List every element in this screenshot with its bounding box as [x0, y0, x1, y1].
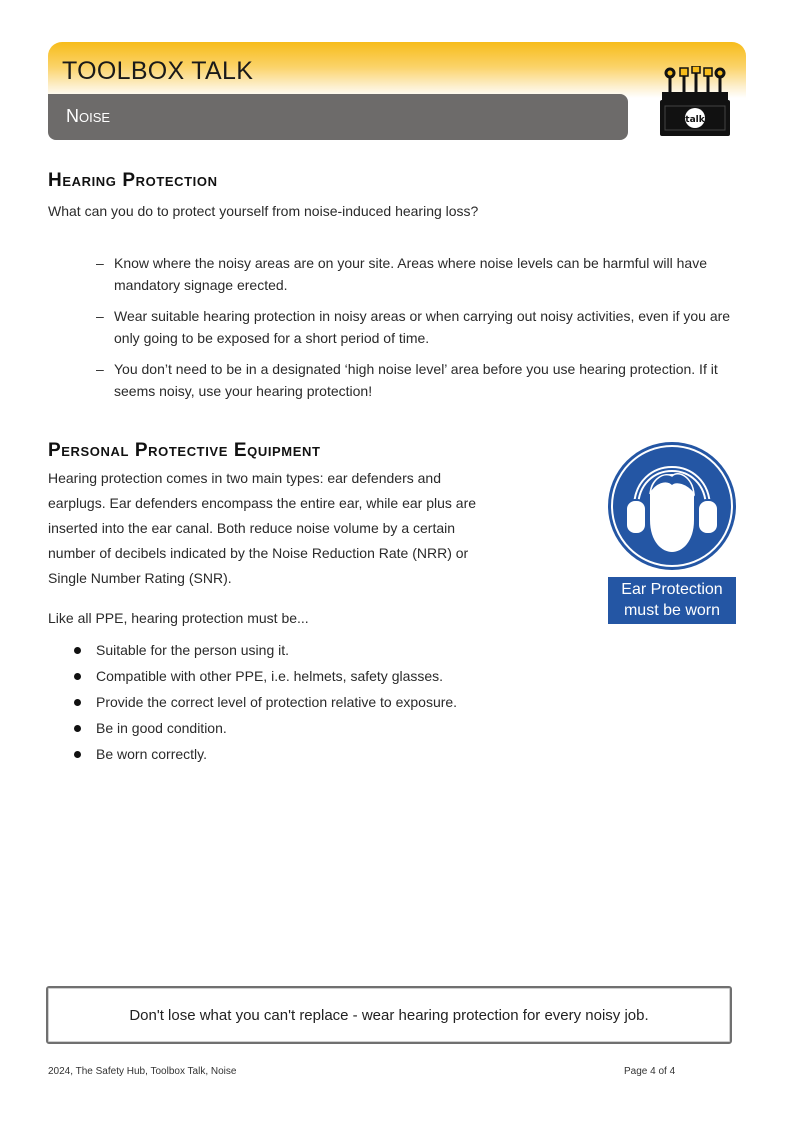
ppe-body-line: number of decibels indicated by the Noise Reduction Rate (NRR) or — [48, 545, 469, 561]
ppe-body-line: inserted into the ear canal. Both reduce noise volume by a certain — [48, 520, 456, 536]
ppe-lead: Like all PPE, hearing protection must be... — [48, 610, 309, 626]
ppe-body-line: Hearing protection comes in two main types: ear defenders and — [48, 470, 441, 486]
list-item: Compatible with other PPE, i.e. helmets, safety glasses. — [74, 663, 457, 689]
hearing-list — [96, 252, 746, 411]
list-item: – You don’t need to be in a designated ‘high noise level’ area before you use hearing protection. If it seems noisy, use your hearing protection! — [96, 358, 746, 402]
list-item: Be in good condition. — [74, 715, 457, 741]
list-item: Provide the correct level of protection relative to exposure. — [74, 689, 457, 715]
hearing-intro: What can you do to protect yourself from noise-induced hearing loss? — [48, 203, 479, 219]
list-item: Suitable for the person using it. — [74, 637, 457, 663]
sign-caption-line: must be worn — [623, 602, 721, 619]
sign-caption-line: Ear Protection — [621, 581, 723, 598]
section-heading-hearing: Hearing Protection — [48, 170, 218, 191]
logo-label: talk — [685, 115, 705, 125]
footer-message-box — [46, 986, 732, 1044]
page-number: Page 4 of 4 — [624, 1066, 676, 1077]
ppe-body-line: earplugs. Ear defenders encompass the entire ear, while ear plus are — [48, 495, 477, 511]
section-heading-ppe: Personal Protective Equipment — [48, 440, 321, 461]
ppe-body-line: Single Number Rating (SNR). — [48, 570, 232, 586]
ear-protection-sign-icon — [606, 442, 738, 572]
toolbox-logo-icon — [656, 66, 734, 138]
sign-caption — [608, 577, 736, 624]
ppe-body — [48, 466, 598, 591]
list-item: – Wear suitable hearing protection in noisy areas or when carrying out noisy activities, even if you are only going to be exposed for a short period of time. — [96, 305, 746, 349]
subtitle-bar — [48, 94, 628, 140]
ppe-list — [74, 637, 457, 767]
list-item: – Know where the noisy areas are on your site. Areas where noise levels can be harmful will have mandatory signage erected. — [96, 252, 746, 296]
page-title: TOOLBOX TALK — [62, 57, 254, 85]
list-item: Be worn correctly. — [74, 741, 457, 767]
footer-message: Don't lose what you can't replace - wear hearing protection for every noisy job. — [129, 1006, 649, 1024]
page-subtitle: Noise — [66, 106, 111, 126]
footer-source: 2024, The Safety Hub, Toolbox Talk, Noise — [48, 1066, 237, 1077]
